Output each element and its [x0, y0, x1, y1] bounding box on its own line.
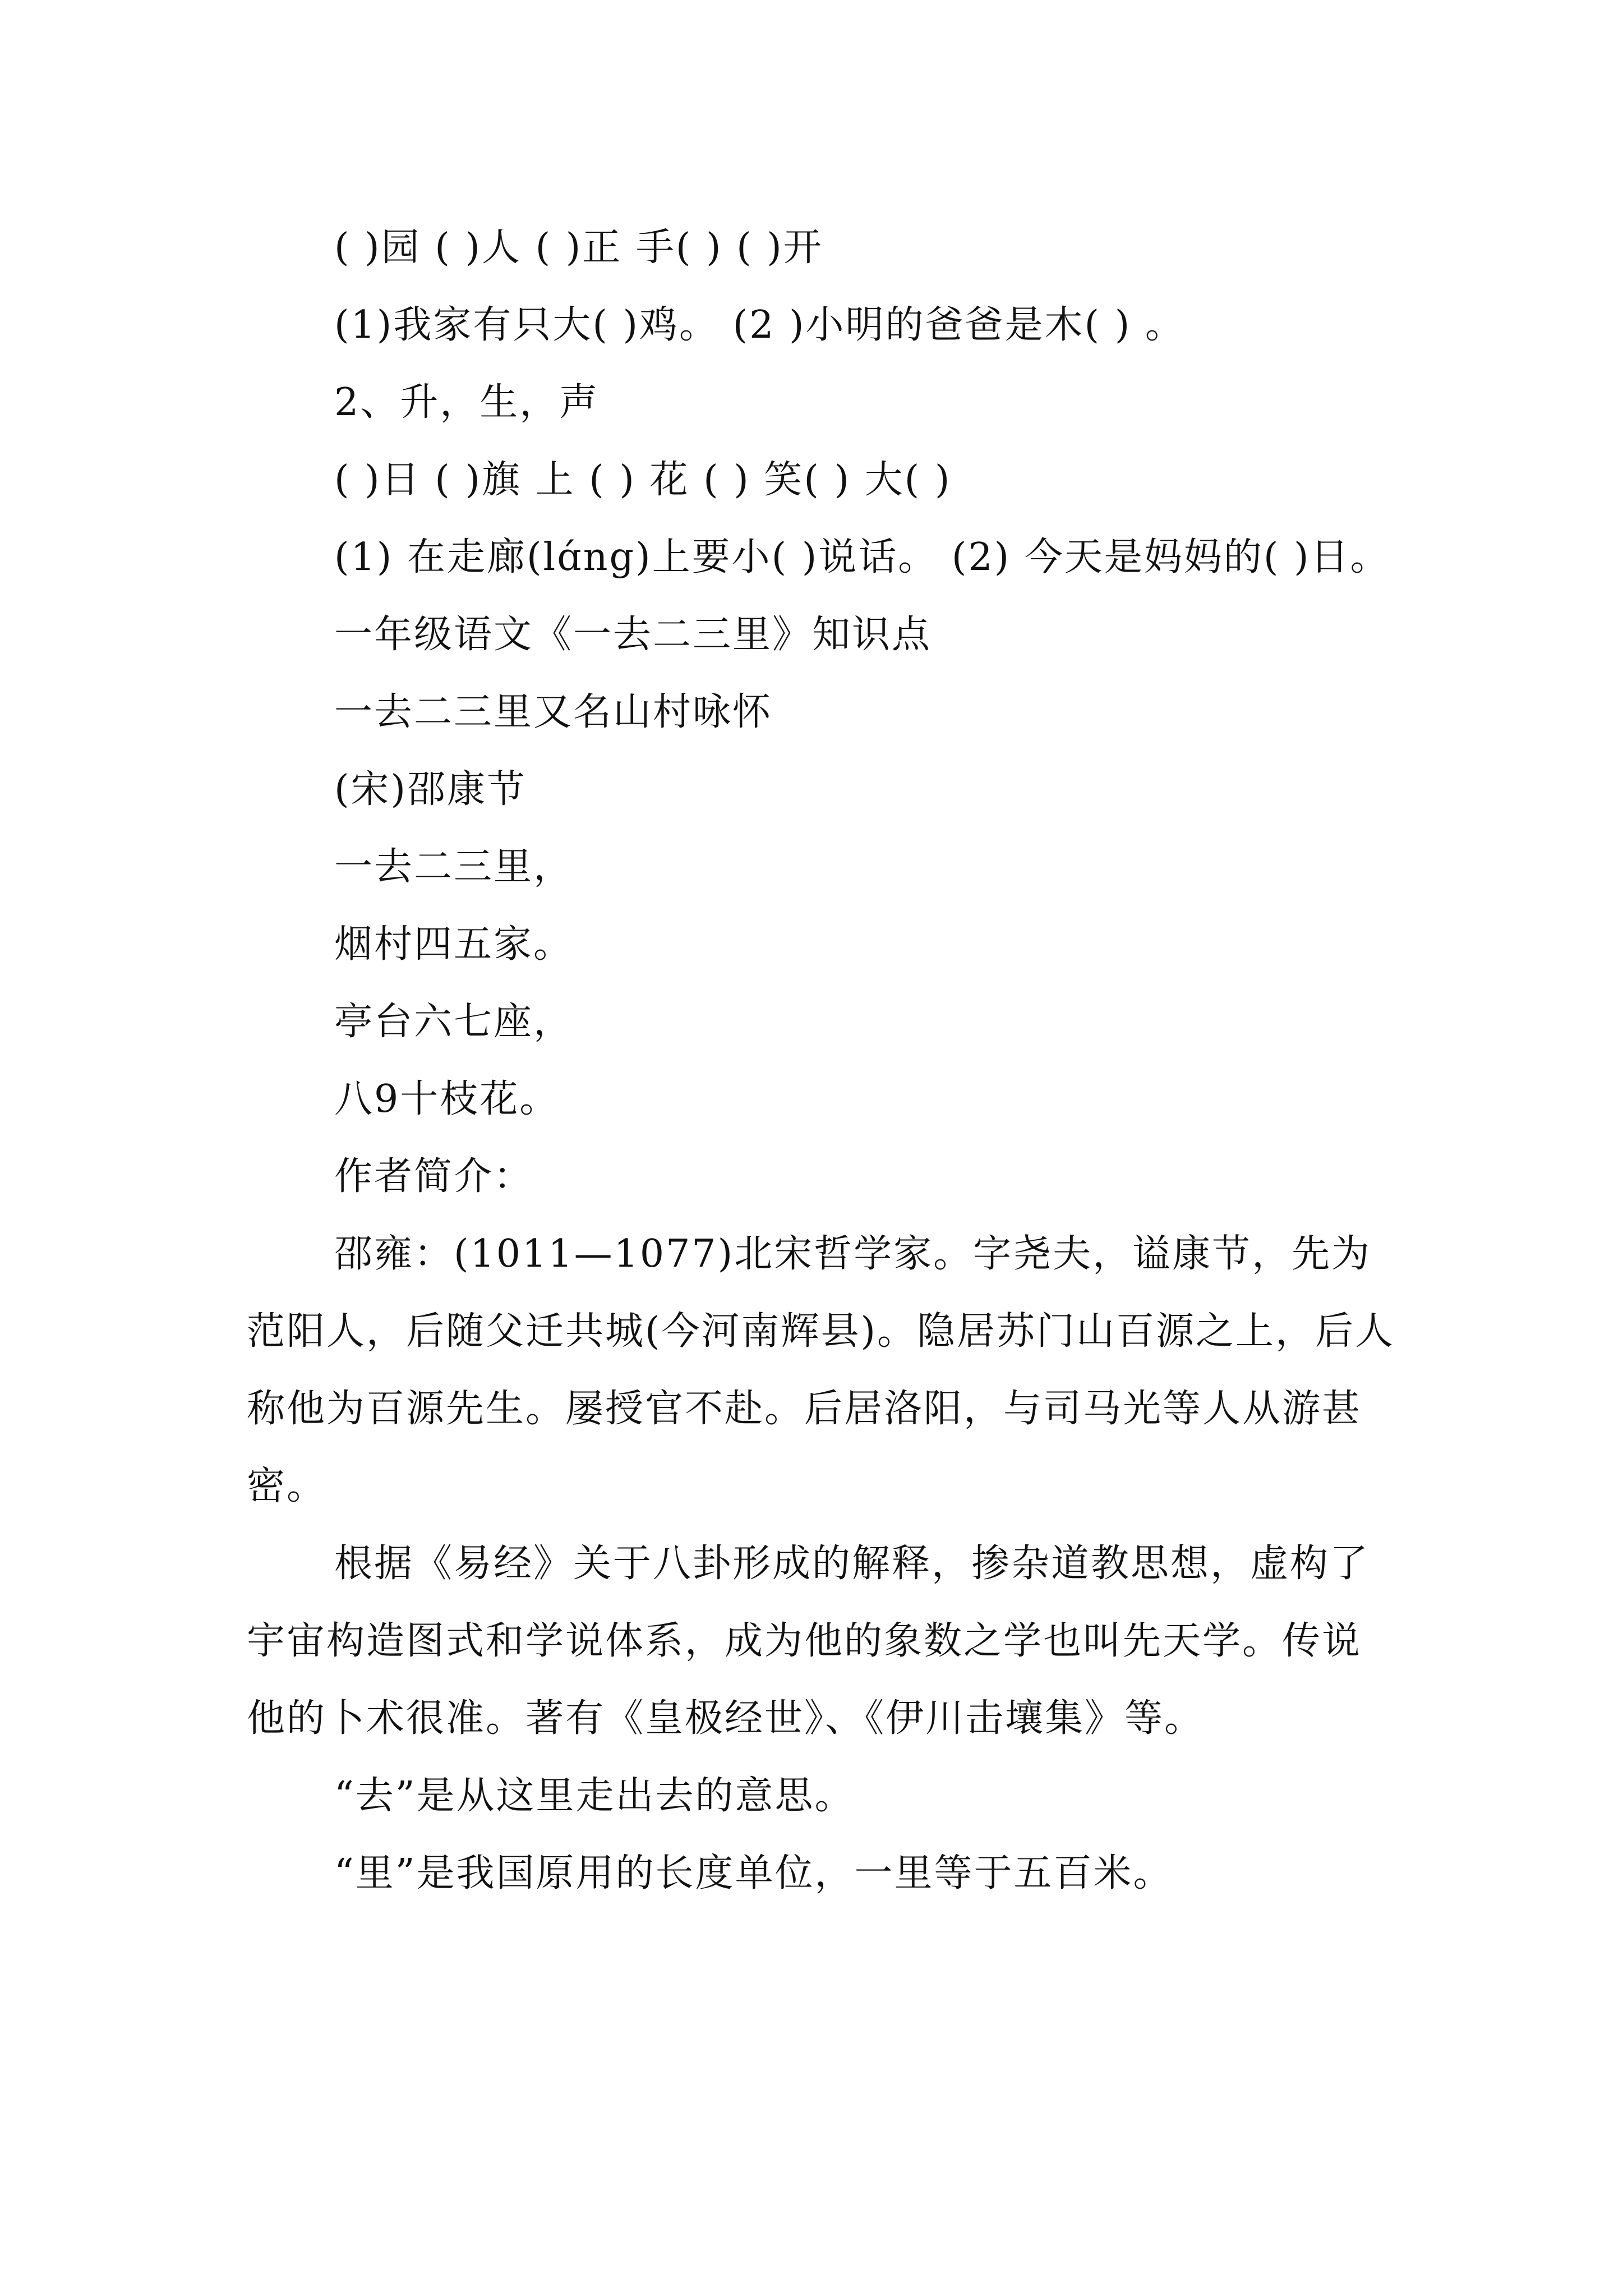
word-explanation: “去”是从这里走出去的意思。: [334, 1774, 855, 1818]
document-body: [247, 209, 1396, 1912]
fill-blank-line: ( )园 ( )人 ( )正 手( ) ( )开: [334, 226, 823, 270]
section-title: 一年级语文《一去二三里》知识点: [334, 613, 932, 657]
poem-author: (宋)邵康节: [334, 767, 527, 812]
author-intro-heading: 作者简介：: [334, 1154, 534, 1199]
poem-line: 烟村四五家。: [334, 922, 574, 967]
author-bio-paragraph: 邵雍：(1011—1077)北宋哲学家。字尧夫，谥康节，先为范阳人，后随父迁共城(今河南辉县)。隐居苏门山百源之上，后人称他为百源先生。屡授官不赴。后居洛阳，与司马光等人从游甚密。: [247, 1232, 1395, 1508]
fill-blank-sentences: (1) 在走廊(lɑ́ng)上要小( )说话。 (2) 今天是妈妈的( )日。: [334, 535, 1390, 579]
fill-blank-sentences: (1)我家有只大( )鸡。 (2 )小明的爸爸是木( ) 。: [334, 303, 1185, 347]
poem-line: 亭台六七座，: [334, 1000, 574, 1044]
poem-line: 一去二三里，: [334, 845, 574, 889]
poem-line: 八9十枝花。: [334, 1077, 560, 1121]
word-explanation: “里”是我国原用的长度单位，一里等于五百米。: [334, 1851, 1173, 1895]
author-works-paragraph: 根据《易经》关于八卦形成的解释，掺杂道教思想，虚构了宇宙构造图式和学说体系，成为他的象数之学也叫先天学。传说他的卜术很准。著有《皇极经世》、《伊川击壤集》等。: [247, 1542, 1370, 1741]
poem-title: 一去二三里又名山村咏怀: [334, 690, 773, 734]
exercise-heading: 2、升，生，声: [334, 380, 600, 425]
fill-blank-line: ( )日 ( )旗 上 ( ) 花 ( ) 笑( ) 大( ): [334, 458, 952, 502]
